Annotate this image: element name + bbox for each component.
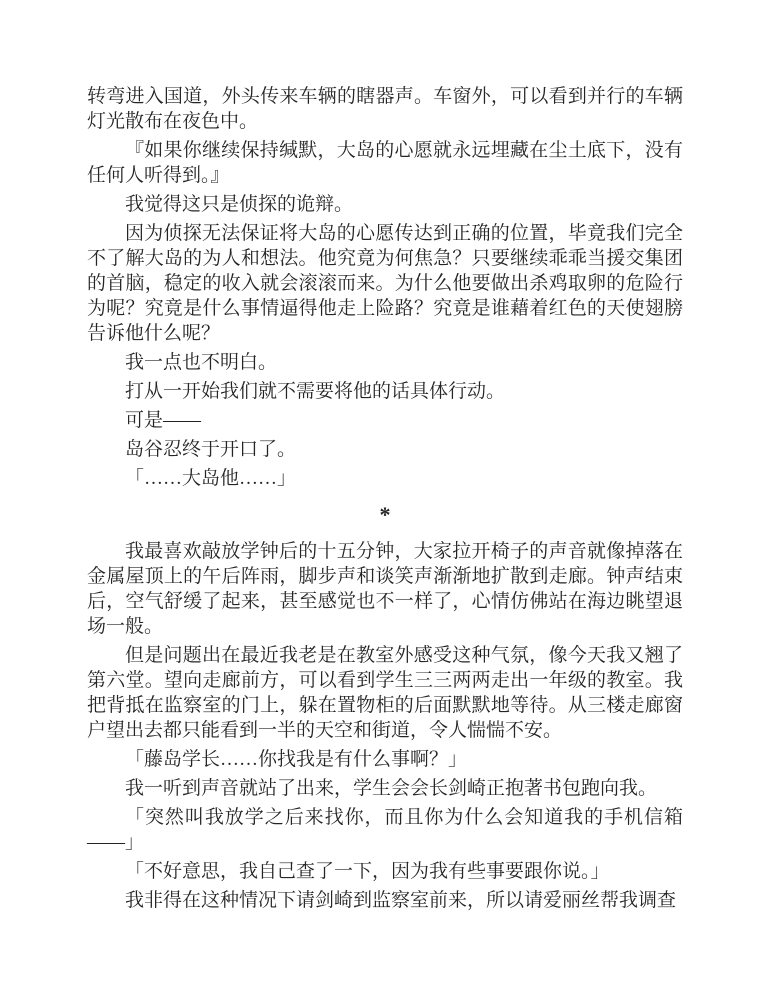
paragraph: 我一听到声音就站了出来，学生会会长剑崎正抱著书包跑向我。 bbox=[125, 778, 658, 799]
paragraph: 我一点也不明白。 bbox=[125, 352, 278, 373]
paragraph: 「……大岛他……」 bbox=[125, 468, 297, 489]
paragraph: 岛谷忍终于开口了。 bbox=[125, 439, 297, 460]
paragraph: 我最喜欢敲放学钟后的十五分钟，大家拉开椅子的声音就像掉落在金属屋顶上的午后阵雨，脚步声和谈笑声渐渐地扩散到走廊。钟声结束后，空气舒缓了起来，甚至感觉也不一样了，心情仿佛站在海边眺望退场一般。 bbox=[87, 541, 683, 637]
paragraph: 可是—— bbox=[125, 410, 202, 431]
paragraph: 我觉得这只是侦探的诡辩。 bbox=[125, 194, 354, 215]
page-text bbox=[87, 84, 683, 913]
section-divider: * bbox=[379, 502, 391, 527]
paragraph: 我非得在这种情况下请剑崎到监察室前来，所以请爱丽丝帮我调查 bbox=[125, 890, 677, 911]
paragraph: 打从一开始我们就不需要将他的话具体行动。 bbox=[125, 381, 506, 402]
paragraph: 转弯进入国道，外头传来车辆的瞎器声。车窗外，可以看到并行的车辆灯光散布在夜色中。 bbox=[87, 86, 683, 132]
paragraph: 「突然叫我放学之后来找你，而且你为什么会知道我的手机信箱——」 bbox=[87, 807, 683, 853]
paragraph: 因为侦探无法保证将大岛的心愿传达到正确的位置，毕竟我们完全不了解大岛的为人和想法。他究竟为何焦急？只要继续乖乖当援交集团的首脑，稳定的收入就会滚滚而来。为什么他要做出杀鸡取卵的危险行为呢？究竟是什么事情逼得他走上险路？究竟是谁藉着红色的天使翅膀告诉他什么呢？ bbox=[87, 223, 683, 344]
paragraph: 「藤岛学长……你找我是有什么事啊？」 bbox=[125, 749, 468, 770]
paragraph: 「不好意思，我自己查了一下，因为我有些事要跟你说。」 bbox=[125, 861, 610, 882]
paragraph: 但是问题出在最近我老是在教室外感受这种气氛，像今天我又翘了第六堂。望向走廊前方，可以看到学生三三两两走出一年级的教室。我把背抵在监察室的门上，躲在置物柜的后面默默地等待。从三楼走廊窗户望出去都只能看到一半的天空和街道，令人惴惴不安。 bbox=[87, 645, 683, 741]
paragraph: 『如果你继续保持缄默，大岛的心愿就永远埋藏在尘土底下，没有任何人听得到。』 bbox=[87, 140, 683, 186]
